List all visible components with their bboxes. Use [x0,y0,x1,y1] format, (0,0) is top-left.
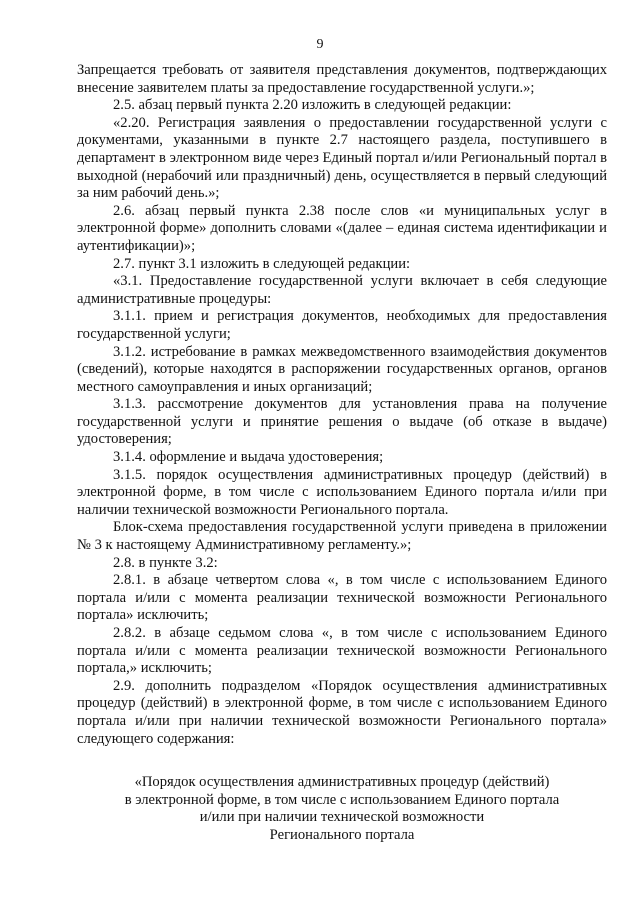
paragraph-2-8: 2.8. в пункте 3.2: [113,554,218,571]
paragraph-2-20: «2.20. Регистрация заявления о предоставлении государственной услуги с документами, указанными в пункте 2.7 настоящего раздела, поступившего в департамент в электронном виде через Единый портал и/или Региональный портал в выходной (нерабочий или праздничный) день, осуществляется в первый следующий за ним рабочий день.»; [77,114,607,202]
heading-line: в электронной форме, в том числе с использованием Единого портала [124,791,560,808]
paragraph-3-1: «3.1. Предоставление государственной услуги включает в себя следующие административные процедуры: [77,273,607,307]
paragraph-2-7: 2.7. пункт 3.1 изложить в следующей редакции: [113,255,411,272]
paragraph-2-5: 2.5. абзац первый пункта 2.20 изложить в следующей редакции: [113,97,512,114]
paragraph-2-9: 2.9. дополнить подразделом «Порядок осуществления административных процедур (действий) в электронной форме, в том числе с использованием Единого портала и/или при наличии технической возможности Регионального портала» следующего содержания: [77,677,607,747]
paragraph-3-1-5: 3.1.5. порядок осуществления административных процедур (действий) в электронной форме, в том числе с использованием Единого портала и/или при наличии технической возможности Регионального портала. [77,466,607,518]
paragraph-2-6: 2.6. абзац первый пункта 2.38 после слов «и муниципальных услуг в электронной форме» дополнить словами «(далее – единая система идентификации и аутентификации)»; [77,202,607,254]
paragraph-2-8-1: 2.8.1. в абзаце четвертом слова «, в том числе с использованием Единого портала и/или с момента реализации технической возможности Регионального портала» исключить; [77,572,607,624]
heading-line: «Порядок осуществления административных процедур (действий) [134,774,550,790]
heading-line: и/или при наличии технической возможности [199,809,485,826]
paragraph-prohibition: Запрещается требовать от заявителя представления документов, подтверждающих внесение заявителем платы за предоставление государственной услуги.»; [77,62,607,96]
document-body [77,62,607,748]
subsection-heading [77,774,607,844]
heading-line: Регионального портала [269,826,415,843]
paragraph-3-1-3: 3.1.3. рассмотрение документов для установления права на получение государственной услуги и принятие решения о выдаче (об отказе в выдаче) удостоверения; [77,396,607,448]
paragraph-3-1-4: 3.1.4. оформление и выдача удостоверения; [113,449,384,466]
paragraph-3-1-2: 3.1.2. истребование в рамках межведомственного взаимодействия документов (сведений), которые находятся в распоряжении государственных органов, органов местного самоуправления и иных организаций; [77,343,607,395]
paragraph-block-diagram: Блок-схема предоставления государственной услуги приведена в приложении № 3 к настоящему Административному регламенту.»; [77,519,607,554]
paragraph-3-1-1: 3.1.1. прием и регистрация документов, необходимых для предоставления государственной услуги; [77,308,607,342]
page-number: 9 [316,37,324,52]
paragraph-2-8-2: 2.8.2. в абзаце седьмом слова «, в том числе с использованием Единого портала и/или с момента реализации технической возможности Регионального портала,» исключить; [77,625,607,677]
